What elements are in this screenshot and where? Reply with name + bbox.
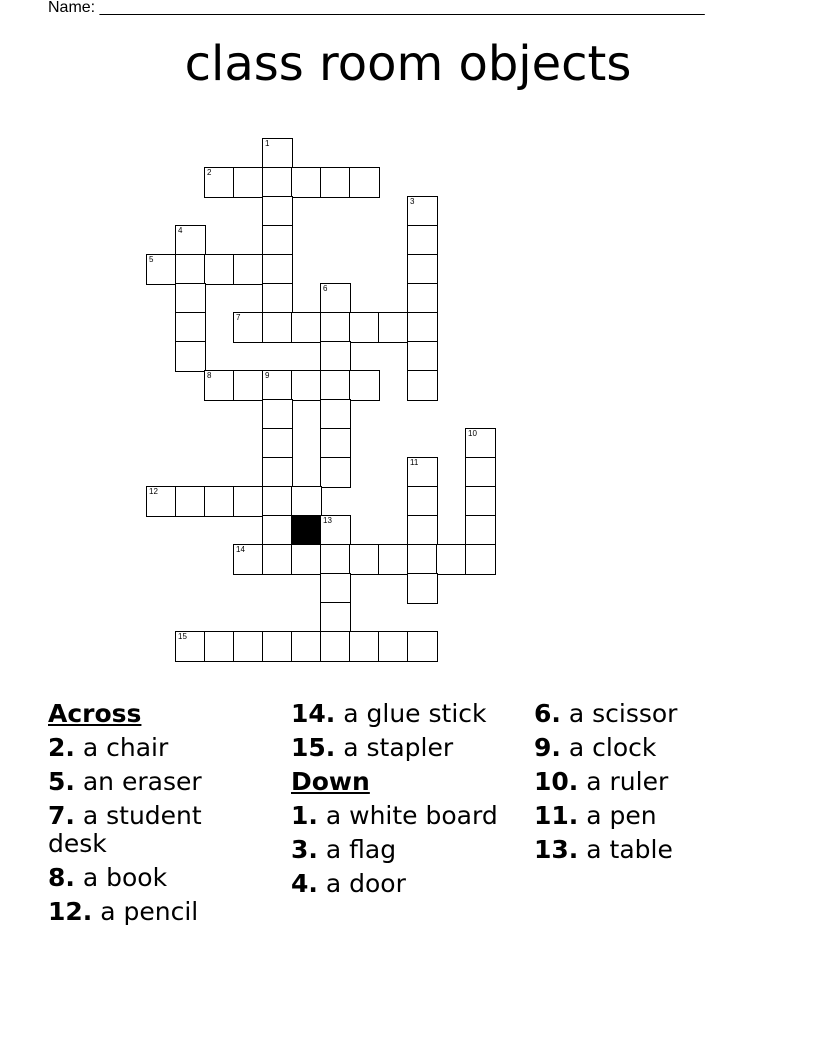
down-header: Down xyxy=(291,767,370,796)
clue-text: a flag xyxy=(325,835,397,864)
clue-text: a pen xyxy=(586,801,657,830)
clue-number: 9 xyxy=(265,371,270,380)
grid-cell[interactable] xyxy=(262,167,293,198)
grid-cell-13[interactable] xyxy=(320,515,351,546)
clues-column-3 xyxy=(534,700,754,870)
clue-number: 8 xyxy=(207,371,212,380)
grid-cell[interactable] xyxy=(262,196,293,227)
grid-cell[interactable] xyxy=(262,631,293,662)
grid-cell[interactable] xyxy=(204,254,235,285)
clue-item xyxy=(534,768,754,796)
clues-column-1 xyxy=(48,700,268,932)
clue-num: 12. xyxy=(48,897,93,926)
grid-cell[interactable] xyxy=(436,544,467,575)
grid-cell[interactable] xyxy=(291,312,322,343)
grid-cell[interactable] xyxy=(262,283,293,314)
clue-item xyxy=(534,802,754,830)
grid-cell[interactable] xyxy=(262,428,293,459)
clue-num: 5. xyxy=(48,767,75,796)
grid-cell[interactable] xyxy=(407,225,438,256)
grid-cell[interactable] xyxy=(349,370,380,401)
clue-num: 7. xyxy=(48,801,75,830)
clue-item xyxy=(291,836,511,864)
clue-number: 7 xyxy=(236,313,241,322)
clue-text: a book xyxy=(82,863,168,892)
clue-item xyxy=(534,700,754,728)
grid-cell[interactable] xyxy=(465,544,496,575)
grid-cell[interactable] xyxy=(175,283,206,314)
clue-text: a clock xyxy=(568,733,657,762)
grid-cell[interactable] xyxy=(233,254,264,285)
grid-cell[interactable] xyxy=(262,457,293,488)
grid-cell-8[interactable] xyxy=(204,370,235,401)
grid-cell[interactable] xyxy=(465,457,496,488)
clue-number: 2 xyxy=(207,168,212,177)
clue-num: 10. xyxy=(534,767,579,796)
grid-cell[interactable] xyxy=(349,312,380,343)
grid-cell-7[interactable] xyxy=(233,312,264,343)
clue-item xyxy=(48,734,268,762)
clue-number: 11 xyxy=(410,458,419,467)
grid-cell[interactable] xyxy=(320,370,351,401)
grid-cell[interactable] xyxy=(262,312,293,343)
black-square xyxy=(291,515,322,546)
clue-num: 15. xyxy=(291,733,336,762)
clue-text: a scissor xyxy=(568,699,678,728)
clue-num: 2. xyxy=(48,733,75,762)
grid-cell[interactable] xyxy=(175,341,206,372)
grid-cell[interactable] xyxy=(320,312,351,343)
grid-cell[interactable] xyxy=(262,254,293,285)
grid-cell[interactable] xyxy=(320,399,351,430)
across-clue-list xyxy=(48,734,268,926)
name-line[interactable]: Name: ____________________________________________________________________ xyxy=(48,0,705,16)
clue-item xyxy=(48,802,268,858)
grid-cell[interactable] xyxy=(407,283,438,314)
grid-cell[interactable] xyxy=(291,167,322,198)
grid-cell[interactable] xyxy=(262,544,293,575)
grid-cell[interactable] xyxy=(204,631,235,662)
clue-text: a stapler xyxy=(343,733,454,762)
across-clue-list-continued xyxy=(291,700,511,762)
clue-text: a table xyxy=(586,835,673,864)
down-clue-list-continued xyxy=(534,700,754,864)
grid-cell-6[interactable] xyxy=(320,283,351,314)
clue-text: a chair xyxy=(82,733,169,762)
grid-cell-11[interactable] xyxy=(407,457,438,488)
grid-cell[interactable] xyxy=(407,341,438,372)
grid-cell[interactable] xyxy=(291,370,322,401)
clue-number: 6 xyxy=(323,284,328,293)
clue-number: 15 xyxy=(178,632,187,641)
grid-cell[interactable] xyxy=(320,602,351,633)
clue-text: a ruler xyxy=(586,767,669,796)
clue-number: 3 xyxy=(410,197,415,206)
grid-cell[interactable] xyxy=(262,486,293,517)
clue-item xyxy=(48,898,268,926)
clues-column-2 xyxy=(291,700,511,904)
grid-cell[interactable] xyxy=(407,515,438,546)
clue-text: an eraser xyxy=(82,767,202,796)
grid-cell[interactable] xyxy=(407,370,438,401)
grid-cell[interactable] xyxy=(320,167,351,198)
grid-cell-12[interactable] xyxy=(146,486,177,517)
grid-cell-5[interactable] xyxy=(146,254,177,285)
grid-cell[interactable] xyxy=(175,486,206,517)
grid-cell[interactable] xyxy=(407,631,438,662)
grid-cell[interactable] xyxy=(465,486,496,517)
clue-number: 14 xyxy=(236,545,245,554)
grid-cell[interactable] xyxy=(320,341,351,372)
grid-cell[interactable] xyxy=(407,312,438,343)
clue-item xyxy=(291,870,511,898)
clue-number: 10 xyxy=(468,429,477,438)
grid-cell[interactable] xyxy=(233,631,264,662)
grid-cell-2[interactable] xyxy=(204,167,235,198)
grid-cell-15[interactable] xyxy=(175,631,206,662)
clue-number: 4 xyxy=(178,226,183,235)
grid-cell-3[interactable] xyxy=(407,196,438,227)
grid-cell[interactable] xyxy=(378,631,409,662)
grid-cell[interactable] xyxy=(291,486,322,517)
clue-num: 1. xyxy=(291,801,318,830)
grid-cell[interactable] xyxy=(175,254,206,285)
grid-cell[interactable] xyxy=(233,486,264,517)
across-header: Across xyxy=(48,699,142,728)
grid-cell[interactable] xyxy=(320,544,351,575)
clue-number: 12 xyxy=(149,487,158,496)
grid-cell[interactable] xyxy=(291,544,322,575)
grid-cell[interactable] xyxy=(465,515,496,546)
grid-cell[interactable] xyxy=(204,486,235,517)
clue-num: 8. xyxy=(48,863,75,892)
clue-text: a door xyxy=(325,869,406,898)
clue-item xyxy=(48,768,268,796)
grid-cell[interactable] xyxy=(407,544,438,575)
grid-cell[interactable] xyxy=(320,457,351,488)
clue-num: 3. xyxy=(291,835,318,864)
clue-text: a student desk xyxy=(48,801,202,858)
grid-cell-1[interactable] xyxy=(262,138,293,169)
down-clue-list xyxy=(291,802,511,898)
grid-cell[interactable] xyxy=(407,486,438,517)
grid-cell[interactable] xyxy=(378,544,409,575)
grid-cell[interactable] xyxy=(233,370,264,401)
grid-cell-14[interactable] xyxy=(233,544,264,575)
clue-text: a pencil xyxy=(100,897,199,926)
grid-cell[interactable] xyxy=(320,631,351,662)
clue-num: 6. xyxy=(534,699,561,728)
grid-cell-10[interactable] xyxy=(465,428,496,459)
grid-cell[interactable] xyxy=(378,312,409,343)
clue-text: a white board xyxy=(325,801,498,830)
grid-cell-9[interactable] xyxy=(262,370,293,401)
clue-num: 4. xyxy=(291,869,318,898)
grid-cell-4[interactable] xyxy=(175,225,206,256)
clue-number: 5 xyxy=(149,255,154,264)
clue-item xyxy=(291,802,511,830)
page-title: class room objects xyxy=(184,36,632,92)
grid-cell[interactable] xyxy=(175,312,206,343)
clue-item xyxy=(291,700,511,728)
grid-cell[interactable] xyxy=(233,167,264,198)
clue-num: 9. xyxy=(534,733,561,762)
grid-cell[interactable] xyxy=(407,254,438,285)
clue-text: a glue stick xyxy=(343,699,487,728)
grid-cell[interactable] xyxy=(349,631,380,662)
clue-item xyxy=(48,864,268,892)
grid-cell[interactable] xyxy=(349,167,380,198)
grid-cell[interactable] xyxy=(262,225,293,256)
grid-cell[interactable] xyxy=(262,515,293,546)
clue-item xyxy=(534,734,754,762)
clue-num: 13. xyxy=(534,835,579,864)
clue-num: 11. xyxy=(534,801,579,830)
clue-num: 14. xyxy=(291,699,336,728)
clue-item xyxy=(291,734,511,762)
grid-cell[interactable] xyxy=(291,631,322,662)
grid-cell[interactable] xyxy=(349,544,380,575)
clue-number: 1 xyxy=(265,139,270,148)
grid-cell[interactable] xyxy=(262,399,293,430)
grid-cell[interactable] xyxy=(320,573,351,604)
grid-cell[interactable] xyxy=(320,428,351,459)
clue-item xyxy=(534,836,754,864)
grid-cell[interactable] xyxy=(407,573,438,604)
clue-number: 13 xyxy=(323,516,332,525)
